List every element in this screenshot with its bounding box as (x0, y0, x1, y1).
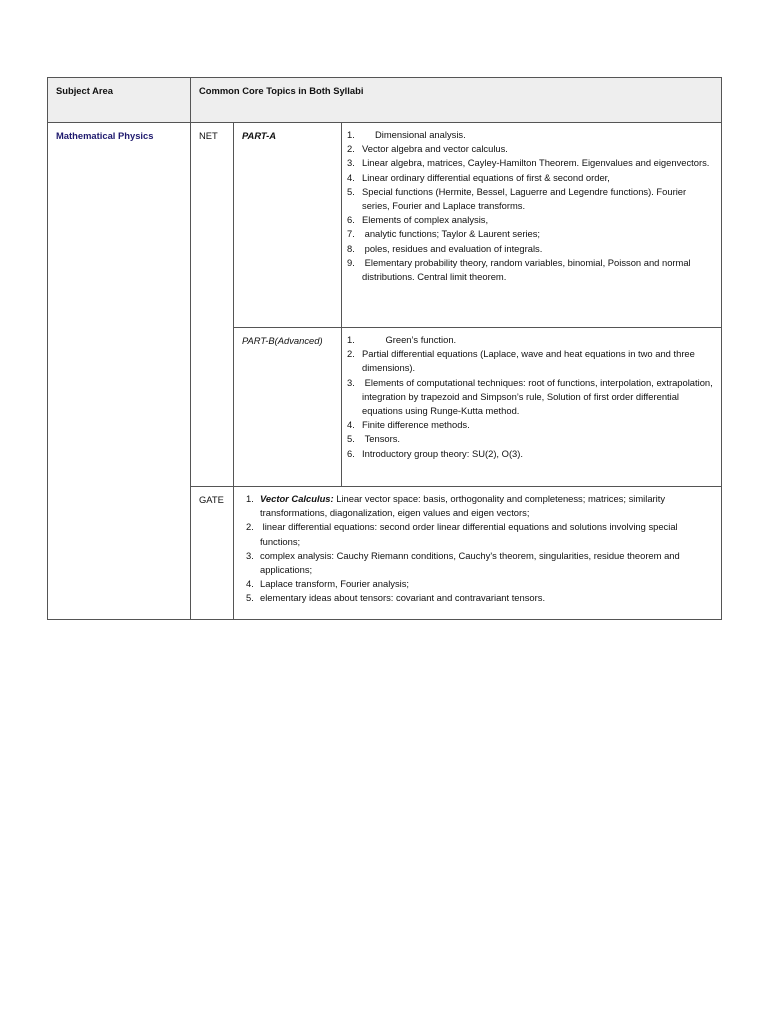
item-text: elementary ideas about tensors: covariant and contravariant tensors. (260, 592, 546, 604)
item-number: 7. (347, 228, 355, 240)
item-number: 5. (347, 433, 355, 445)
item-text: Finite difference methods. (362, 419, 470, 431)
list-item (347, 376, 713, 419)
item-number: 1. (347, 129, 355, 140)
net-label: NET (191, 123, 234, 487)
item-number: 3. (246, 549, 254, 561)
list-item (246, 577, 711, 591)
item-number: 1. (246, 493, 254, 504)
item-text: Dimensional analysis. (362, 129, 466, 140)
list-item (347, 185, 713, 213)
item-text: Laplace transform, Fourier analysis; (260, 578, 410, 590)
header-common-core-text: Common Core Topics in Both Syllabi (199, 85, 364, 96)
item-number: 2. (246, 521, 254, 533)
list-item (347, 447, 713, 461)
item-number: 5. (347, 185, 355, 197)
gate-topic-list (234, 487, 721, 614)
item-text: Tensors. (362, 433, 401, 445)
part-a-label: PART-A (234, 123, 342, 328)
list-item (347, 347, 713, 375)
part-a-topics-cell (342, 123, 722, 328)
item-number: 3. (347, 157, 355, 169)
header-subject-area (48, 78, 191, 123)
list-item (347, 128, 713, 142)
list-item (246, 520, 711, 548)
list-item (347, 156, 713, 170)
item-text: Elements of computational techniques: root of functions, interpolation, extrapolation, integration by trapezoid and Simpson’s rule, Solution of first order differential equations using Runge-Kutta method. (362, 376, 713, 417)
item-number: 5. (246, 592, 254, 604)
net-part-a-row (48, 123, 722, 328)
gate-label: GATE (191, 487, 234, 620)
item-number: 2. (347, 143, 355, 155)
list-item (347, 171, 713, 185)
part-b-topic-list (342, 328, 721, 469)
list-item (347, 242, 713, 256)
item-text: Vector algebra and vector calculus. (362, 143, 508, 155)
header-subject-area-text: Subject Area (56, 85, 113, 96)
part-b-topics-cell (342, 328, 722, 487)
syllabus-table (47, 77, 722, 620)
item-text: Partial differential equations (Laplace, wave and heat equations in two and three dimensions). (362, 348, 695, 374)
list-item (246, 549, 711, 577)
item-number: 4. (246, 578, 254, 590)
item-number: 6. (347, 214, 355, 226)
item-number: 6. (347, 447, 355, 459)
item-text: Green’s function. (362, 334, 457, 345)
item-text: Special functions (Hermite, Bessel, Laguerre and Legendre functions). Fourier series, Fourier and Laplace transforms. (362, 185, 687, 212)
list-item (347, 213, 713, 227)
item-text: poles, residues and evaluation of integrals. (362, 242, 543, 254)
list-item (246, 591, 711, 605)
part-b-label: PART-B(Advanced) (234, 328, 342, 487)
list-item (347, 432, 713, 446)
item-text: analytic functions; Taylor & Laurent series; (362, 228, 541, 240)
list-item (347, 333, 713, 347)
item-text: Linear algebra, matrices, Cayley-Hamilton Theorem. Eigenvalues and eigenvectors. (362, 157, 710, 169)
item-number: 2. (347, 348, 355, 360)
item-text: Elements of complex analysis, (362, 214, 489, 226)
item-number: 8. (347, 242, 355, 254)
item-text: Linear vector space: basis, orthogonality and completeness; matrices; similarity transformations, diagonalization, eigen values and eigen vectors; (260, 493, 666, 519)
list-item (347, 227, 713, 241)
item-number: 4. (347, 419, 355, 431)
item-text: Linear ordinary differential equations of first & second order, (362, 171, 610, 183)
item-text: complex analysis: Cauchy Riemann conditions, Cauchy's theorem, singularities, residue theorem and applications; (260, 549, 680, 576)
item-number: 3. (347, 376, 355, 388)
list-item (246, 492, 711, 520)
vector-calculus-title: Vector Calculus: (260, 493, 334, 504)
list-item (347, 256, 713, 284)
list-item (347, 142, 713, 156)
item-text: Elementary probability theory, random variables, binomial, Poisson and normal distributions. Central limit theorem. (362, 256, 691, 283)
document-page (47, 77, 721, 620)
header-common-core (191, 78, 722, 123)
header-row (48, 78, 722, 123)
item-text: Introductory group theory: SU(2), O(3). (362, 447, 524, 459)
part-a-topic-list (342, 123, 721, 292)
item-number: 4. (347, 171, 355, 183)
gate-topics-cell (234, 487, 722, 620)
subject-cell: Mathematical Physics (48, 123, 191, 620)
item-text: linear differential equations: second order linear differential equations and solutions involving special functions; (260, 521, 678, 547)
item-number: 9. (347, 256, 355, 268)
list-item (347, 418, 713, 432)
item-number: 1. (347, 334, 355, 345)
